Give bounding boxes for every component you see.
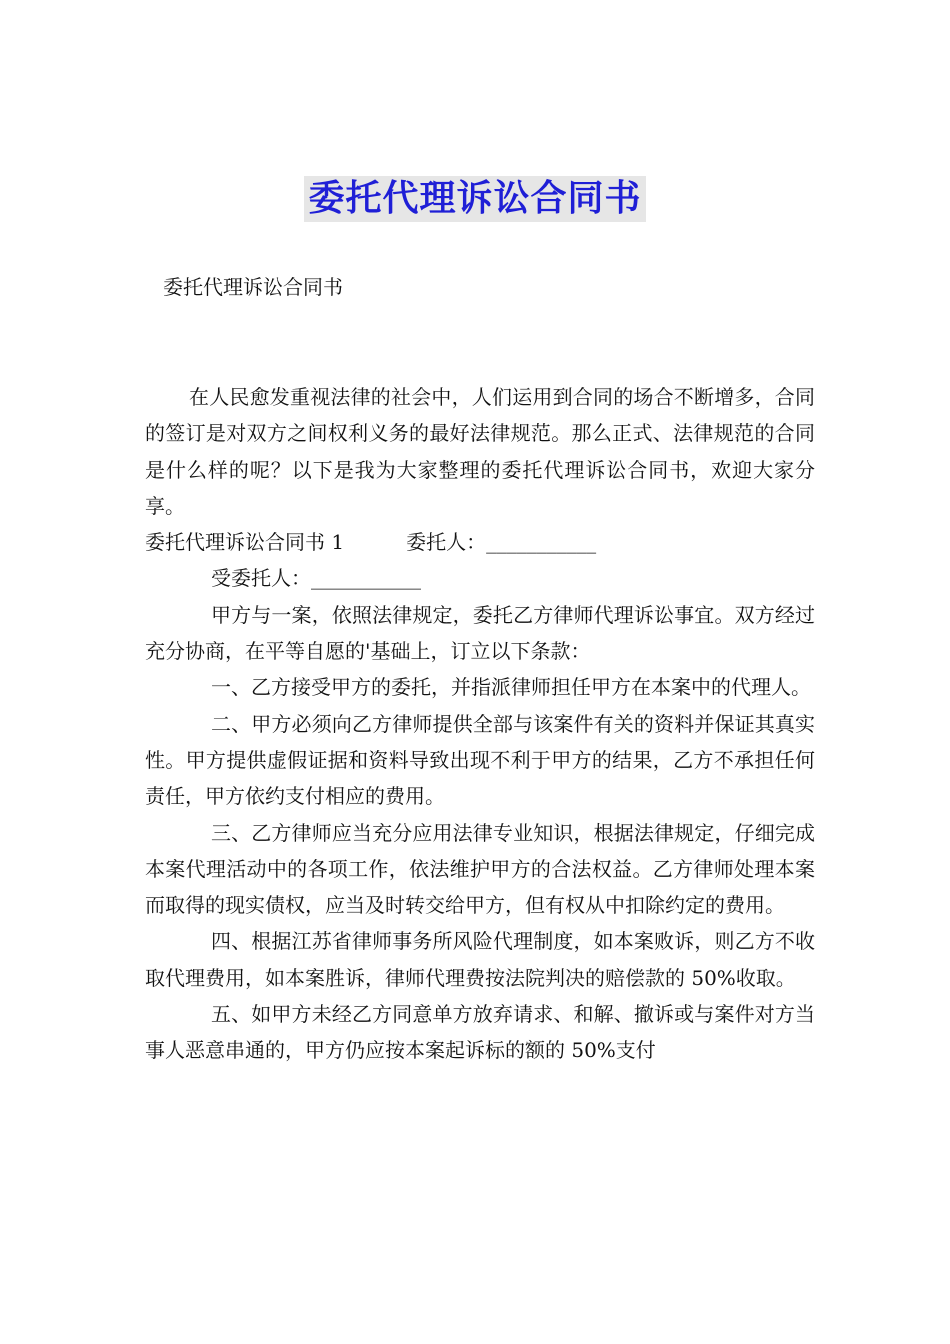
document-title: 委托代理诉讼合同书 — [304, 176, 645, 222]
principal-label: 委托人： — [406, 530, 487, 555]
document-subtitle: 委托代理诉讼合同书 — [163, 275, 343, 299]
clause-5: 五、如甲方未经乙方同意单方放弃请求、和解、撤诉或与案件对方当事人恶意串通的，甲方仍应按本案起诉标的额的 50%支付 — [145, 1002, 815, 1063]
clause-3: 三、乙方律师应当充分应用法律专业知识，根据法律规定，仔细完成本案代理活动中的各项工作，依法维护甲方的合法权益。乙方律师处理本案而取得的现实债权，应当及时转交给甲方，但有权从中扣除约定的费用。 — [145, 820, 815, 918]
agent-row — [145, 560, 815, 596]
intro-paragraph: 在人民愈发重视法律的社会中，人们运用到合同的场合不断增多，合同的签订是对双方之间权利义务的最好法律规范。那么正式、法律规范的合同是什么样的呢？以下是我为大家整理的委托代理诉讼合同书，欢迎大家分享。 — [145, 385, 815, 518]
preamble-paragraph: 甲方与一案，依照法律规定，委托乙方律师代理诉讼事宜。双方经过充分协商，在平等自愿的'基础上，订立以下条款： — [145, 602, 815, 664]
document-title-wrapper — [0, 176, 950, 222]
contract-heading: 委托代理诉讼合同书 1 — [145, 530, 345, 555]
document-body — [145, 379, 815, 1069]
clause-2: 二、甲方必须向乙方律师提供全部与该案件有关的资料并保证其真实性。甲方提供虚假证据和资料导致出现不利于甲方的结果，乙方不承担任何责任，甲方依约支付相应的费用。 — [145, 711, 815, 809]
agent-blank: ___________ — [311, 566, 421, 591]
clause-1: 一、乙方接受甲方的委托，并指派律师担任甲方在本案中的代理人。 — [211, 675, 811, 700]
clause-4: 四、根据江苏省律师事务所风险代理制度，如本案败诉，则乙方不收取代理费用，如本案胜诉，律师代理费按法院判决的赔偿款的 50%收取。 — [145, 929, 815, 990]
agent-label: 受委托人： — [211, 566, 311, 591]
principal-blank: ___________ — [486, 530, 597, 555]
contract-heading-row — [145, 524, 815, 560]
